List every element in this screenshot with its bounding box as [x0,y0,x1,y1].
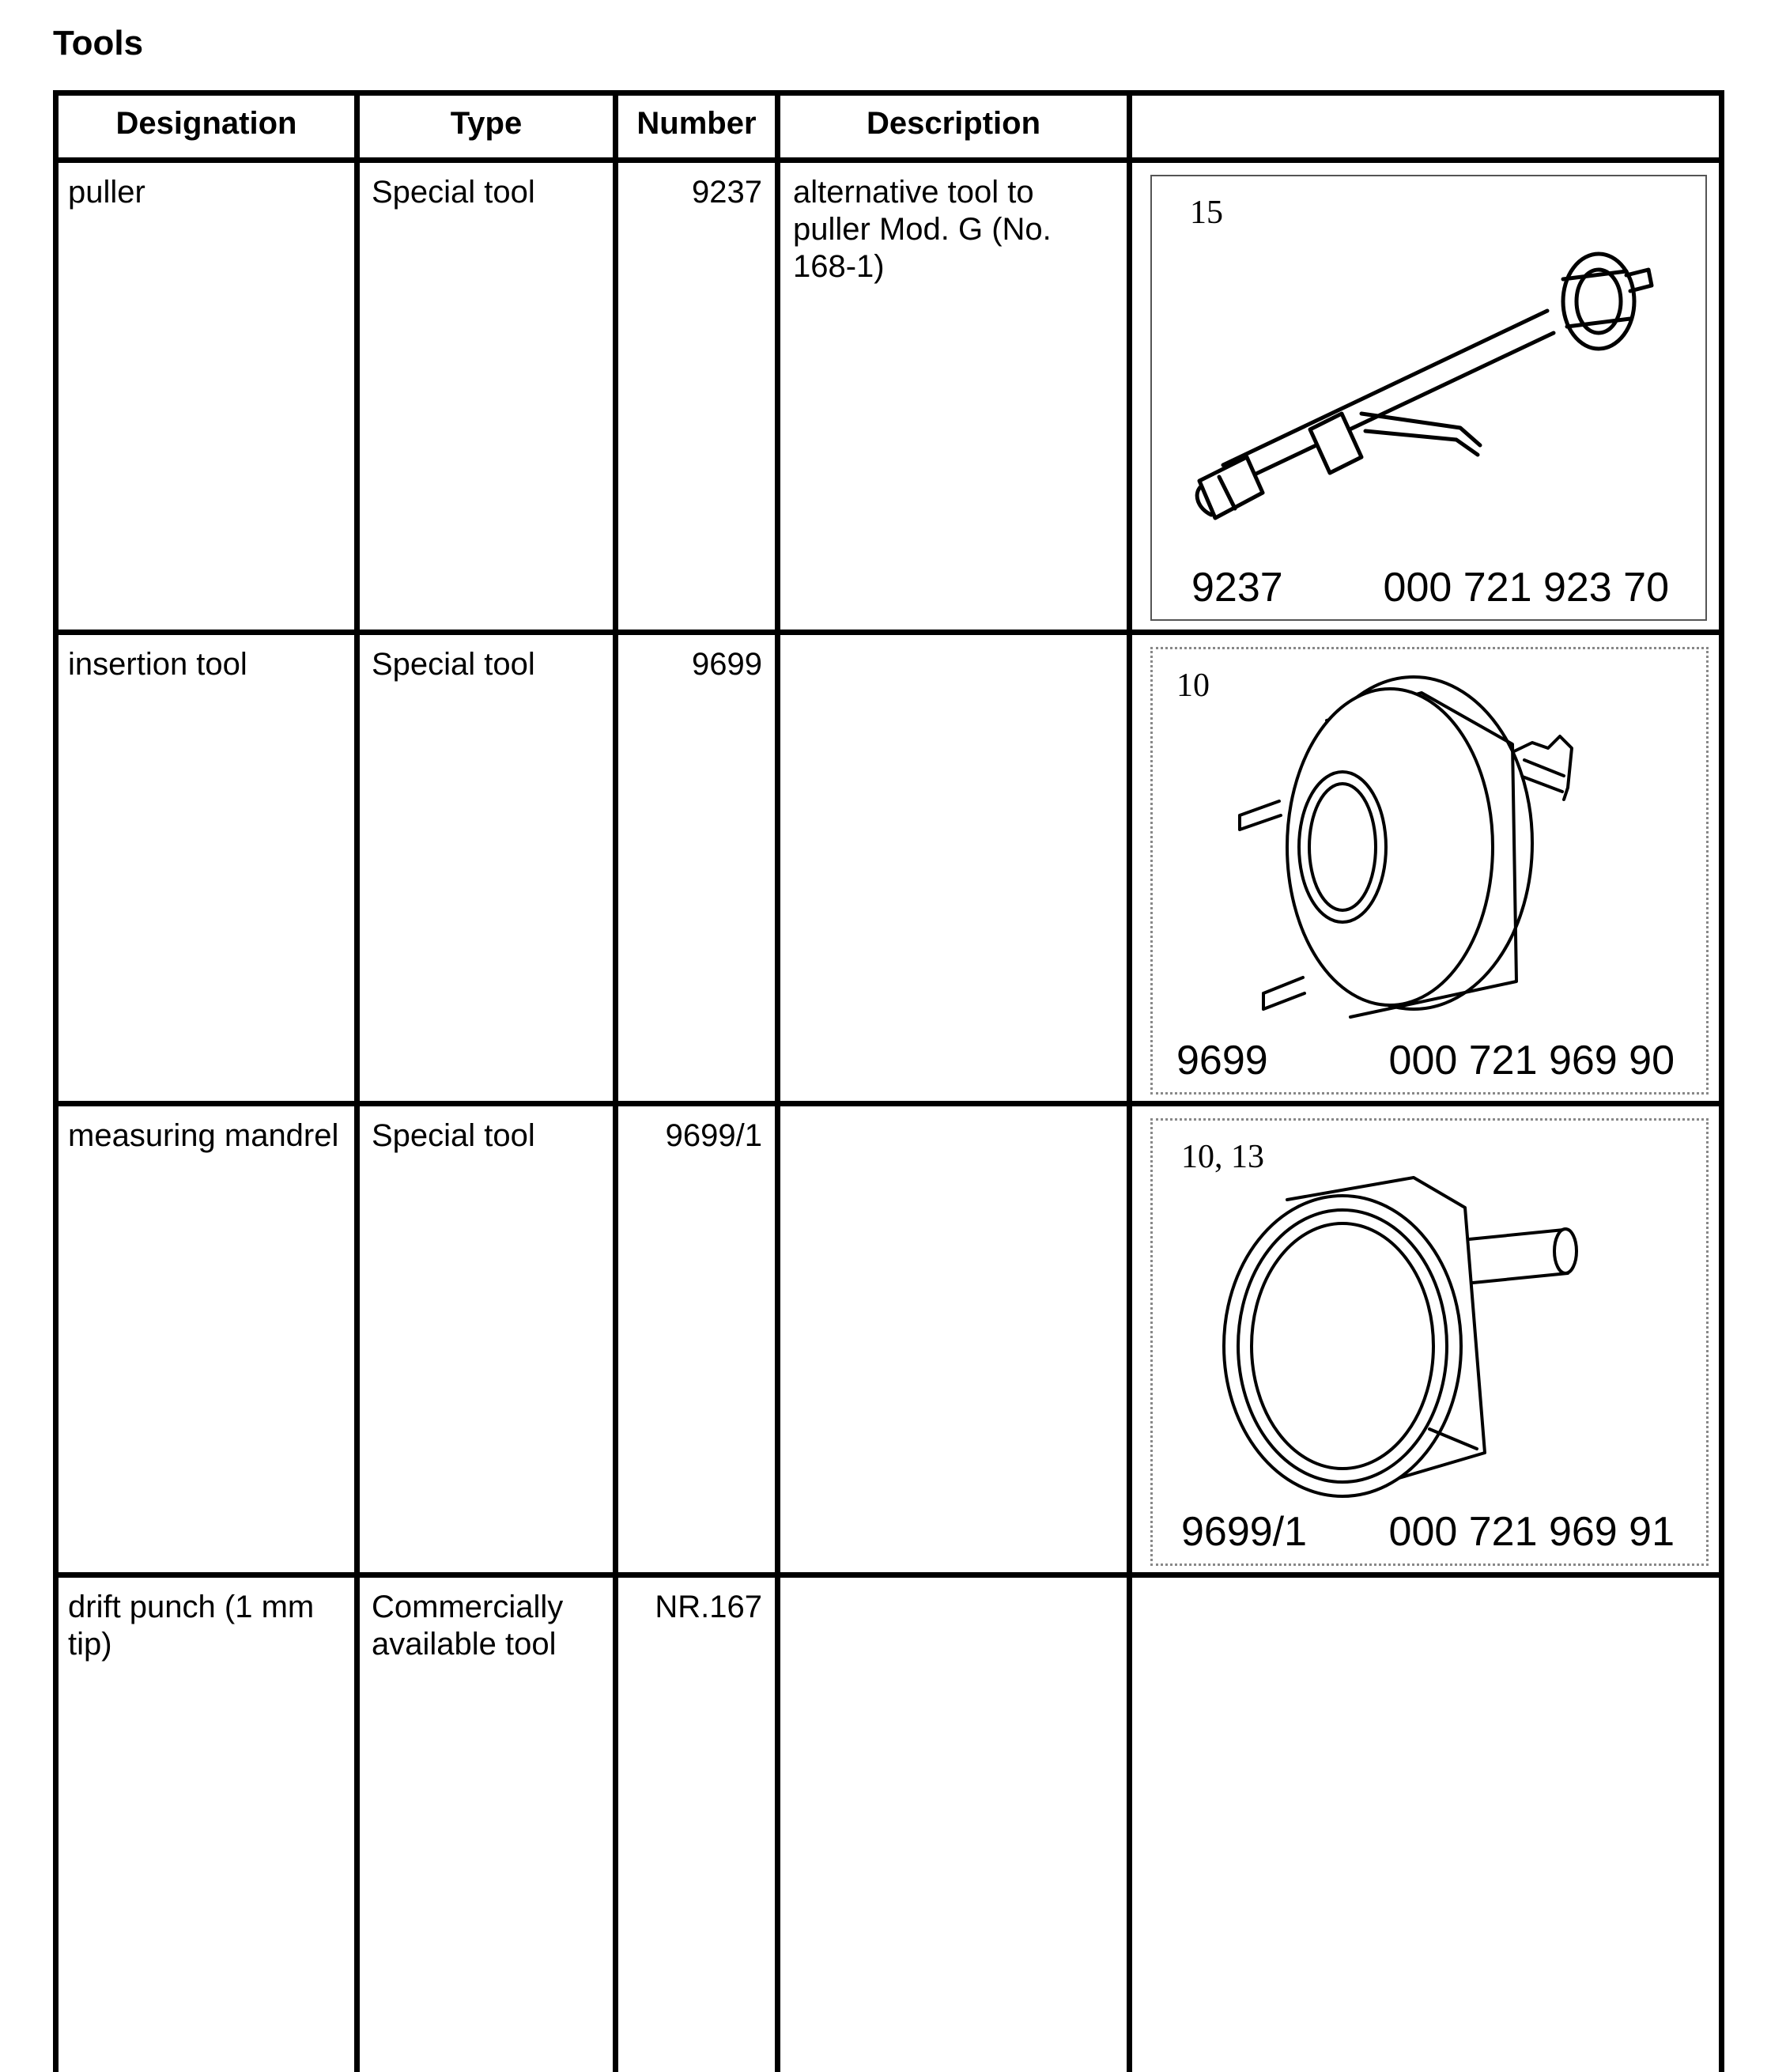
tool-figure [1150,647,1709,1095]
type-cell: Special tool [372,1118,535,1153]
designation-cell: insertion tool [68,647,247,682]
page-title: Tools [53,24,144,62]
figure-part-number: 000 721 923 70 [1383,565,1669,611]
tool-figure [1150,175,1707,621]
figure-tool-number: 9699/1 [1181,1509,1308,1555]
row-divider [53,1101,1724,1106]
figure-reference: 15 [1190,195,1223,231]
type-cell: Special tool [372,175,535,210]
description-cell: alternative tool to puller Mod. G (No. 168-1) [793,175,1052,284]
column-divider [1127,90,1132,2072]
column-divider [354,90,360,2072]
header-description: Description [866,106,1041,141]
number-cell: 9237 [692,175,762,210]
header-number: Number [636,106,757,141]
figure-tool-number: 9237 [1191,565,1283,611]
header-divider [53,157,1724,163]
header-type: Type [450,106,523,141]
column-divider [775,90,780,2072]
figure-part-number: 000 721 969 90 [1388,1038,1675,1083]
table-border-top [53,90,1724,96]
tools-table [53,90,1724,2072]
designation-cell: puller [68,175,145,210]
puller-tool-drawing [1152,176,1705,619]
column-divider [53,90,59,2072]
type-cell: Special tool [372,647,535,682]
type-cell: Commercially available tool [372,1590,564,1662]
figure-reference: 10 [1176,667,1210,704]
tool-figure [1150,1118,1709,1566]
designation-cell: drift punch (1 mm tip) [68,1590,315,1662]
column-divider [613,90,618,2072]
figure-part-number: 000 721 969 91 [1388,1509,1675,1555]
number-cell: 9699/1 [665,1118,762,1153]
column-divider [1719,90,1724,2072]
header-designation: Designation [115,106,297,141]
row-divider [53,1572,1724,1578]
insertion-tool-drawing [1153,649,1706,1092]
figure-tool-number: 9699 [1176,1038,1268,1083]
figure-reference: 10, 13 [1181,1139,1264,1175]
row-divider [53,630,1724,635]
number-cell: NR.167 [655,1590,762,1624]
number-cell: 9699 [692,647,762,682]
designation-cell: measuring mandrel [68,1118,339,1153]
mandrel-tool-drawing [1153,1121,1706,1563]
